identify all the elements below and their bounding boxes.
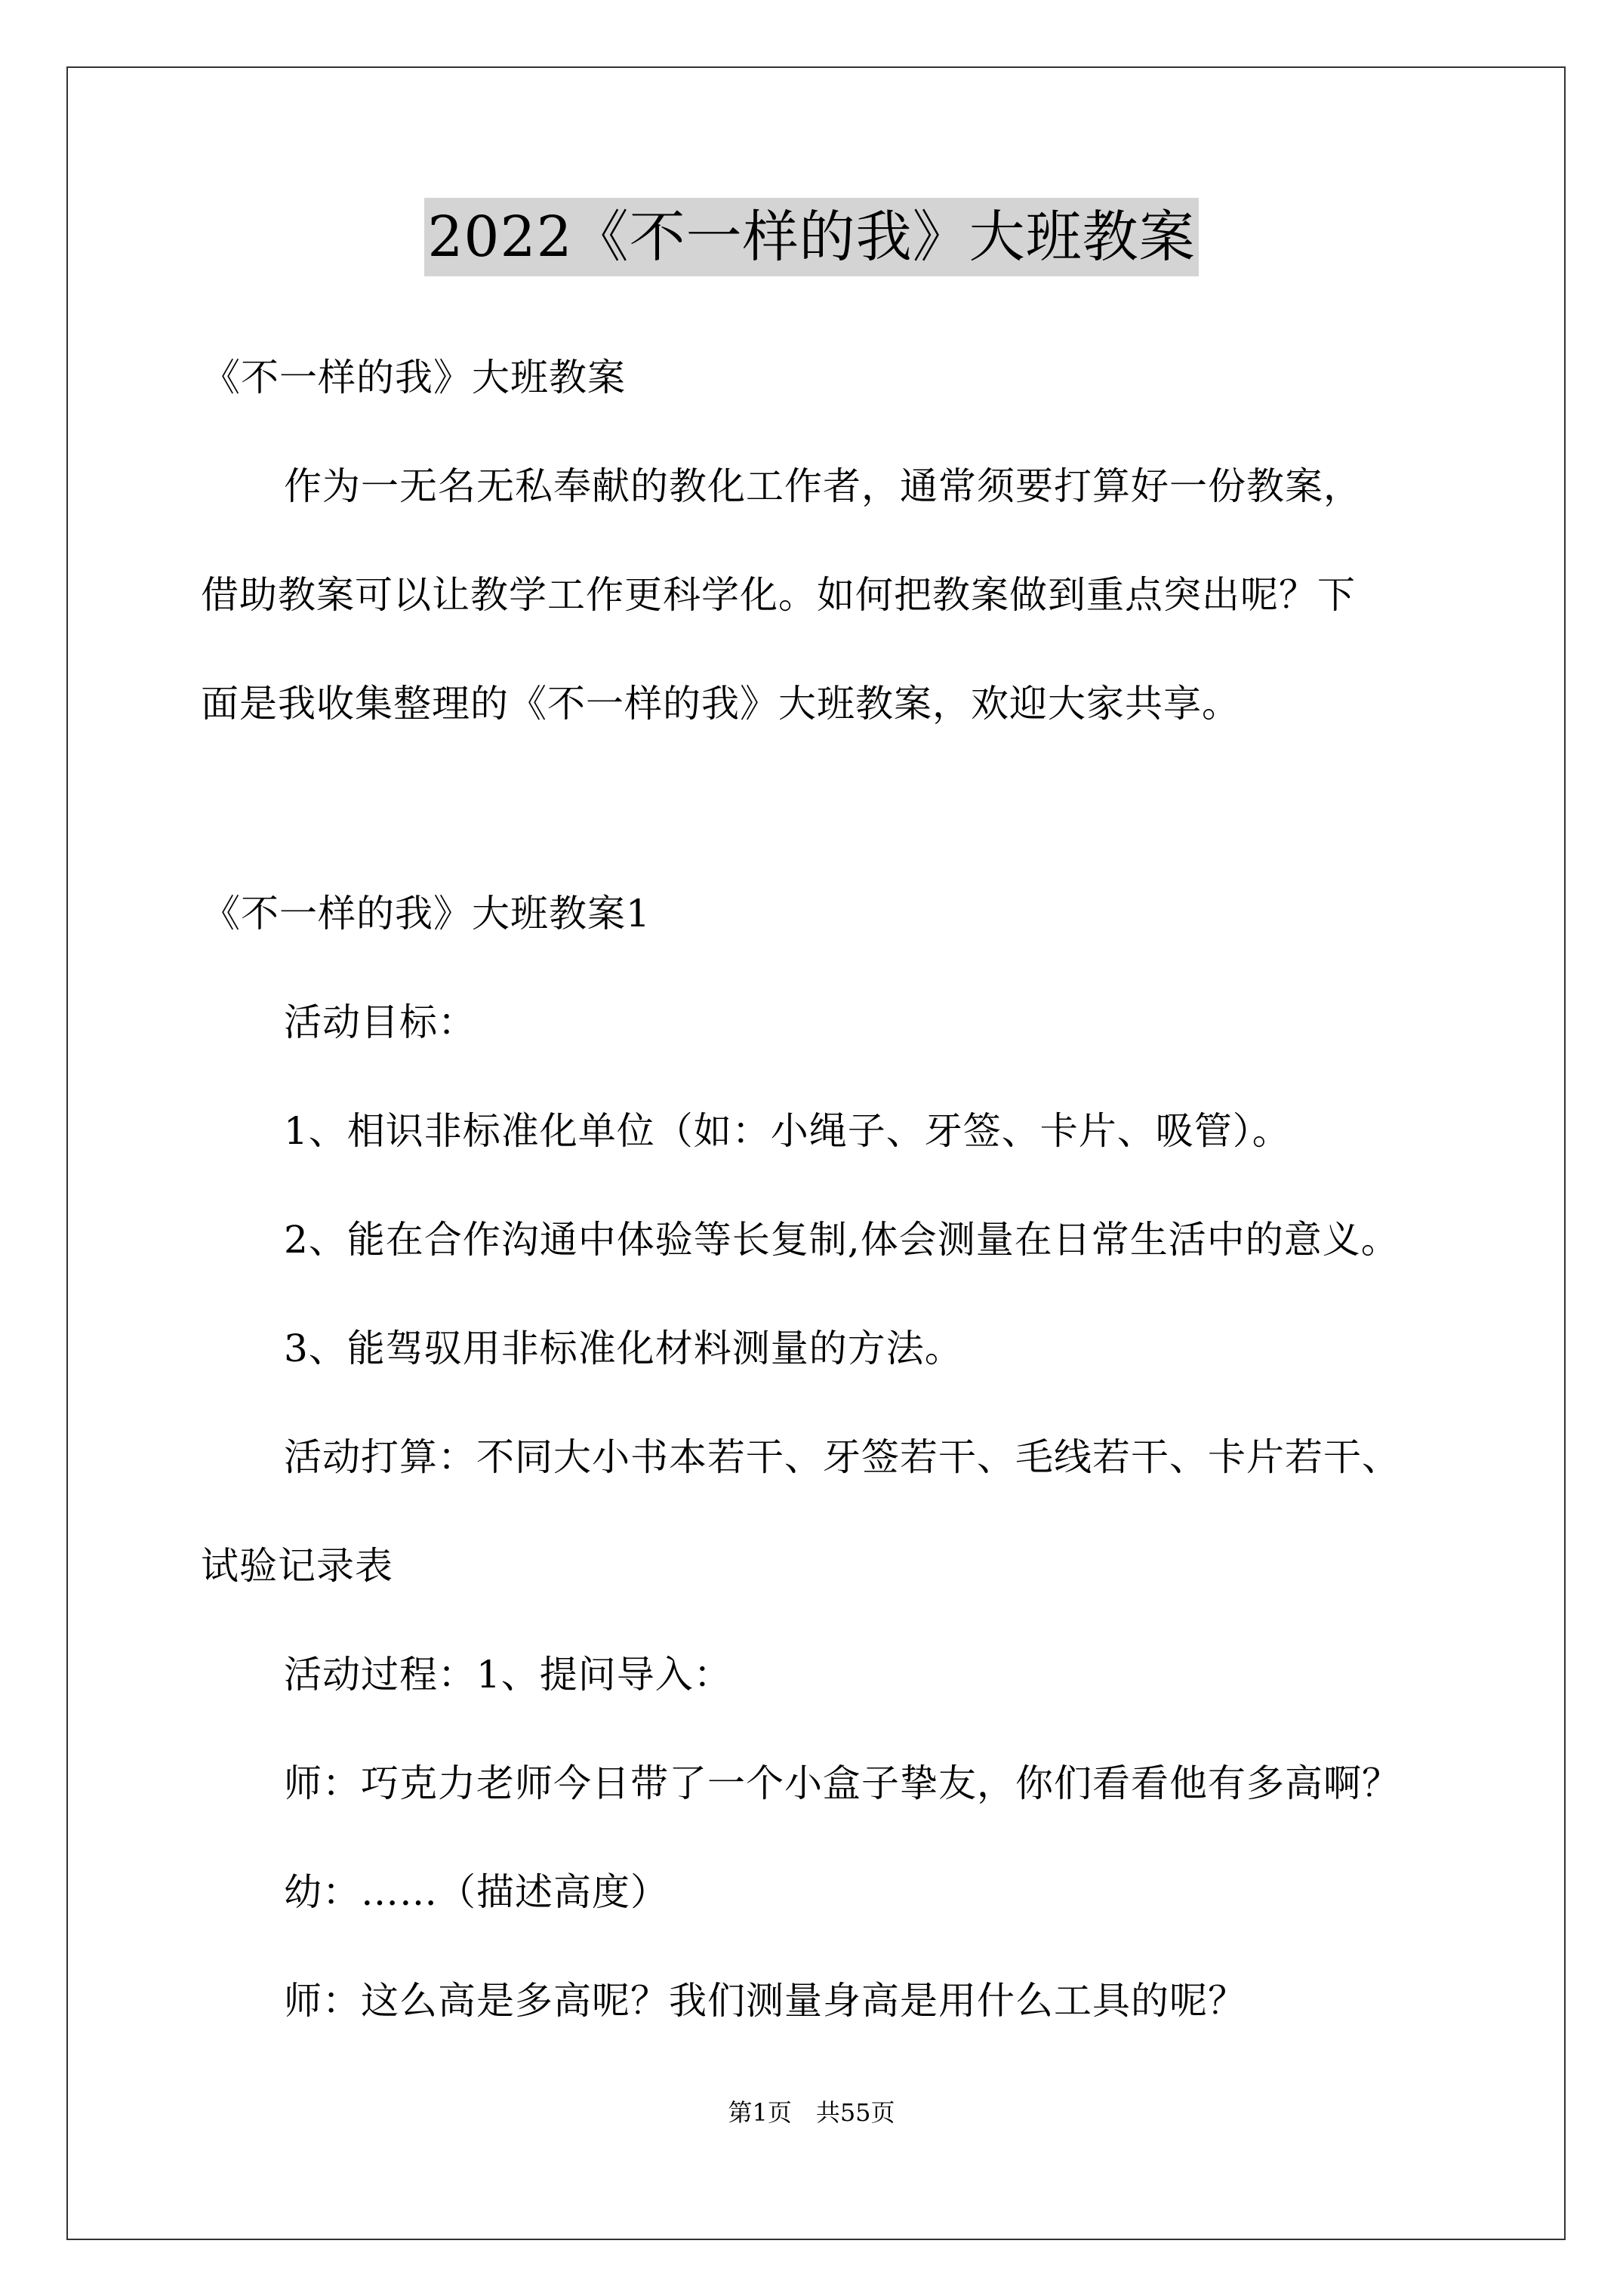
list-item: 2、能在合作沟通中体验等长复制,体会测量在日常生活中的意义。 (284, 1218, 1400, 1262)
paragraph-line: 师：这么高是多高呢？我们测量身高是用什么工具的呢？ (284, 1979, 1246, 2023)
subtitle: 《不一样的我》大班教案 (202, 356, 626, 399)
list-item: 1、相识非标准化单位（如：小绳子、牙签、卡片、吸管）。 (284, 1109, 1291, 1153)
paragraph-line: 幼：……（描述高度） (284, 1870, 669, 1914)
section-heading: 《不一样的我》大班教案1 (202, 892, 651, 935)
paragraph-line: 活动目标： (284, 1000, 476, 1044)
title-container (0, 198, 1623, 276)
paragraph-line: 活动打算：不同大小书本若干、牙签若干、毛线若干、卡片若干、 (284, 1435, 1400, 1479)
paragraph-line: 面是我收集整理的《不一样的我》大班教案，欢迎大家共享。 (201, 682, 1240, 726)
paragraph-line: 试验记录表 (201, 1544, 393, 1588)
page-footer: 第1页 共55页 (728, 2098, 895, 2127)
document-title: 2022《不一样的我》大班教案 (424, 198, 1198, 276)
paragraph-line: 师：巧克力老师今日带了一个小盒子挚友，你们看看他有多高啊？ (284, 1761, 1400, 1805)
paragraph-line: 作为一无名无私奉献的教化工作者，通常须要打算好一份教案， (284, 464, 1362, 508)
list-item: 3、能驾驭用非标准化材料测量的方法。 (284, 1327, 963, 1370)
paragraph-line: 活动过程：1、提问导入： (284, 1653, 732, 1697)
paragraph-line: 借助教案可以让教学工作更科学化。如何把教案做到重点突出呢？下 (201, 573, 1356, 617)
